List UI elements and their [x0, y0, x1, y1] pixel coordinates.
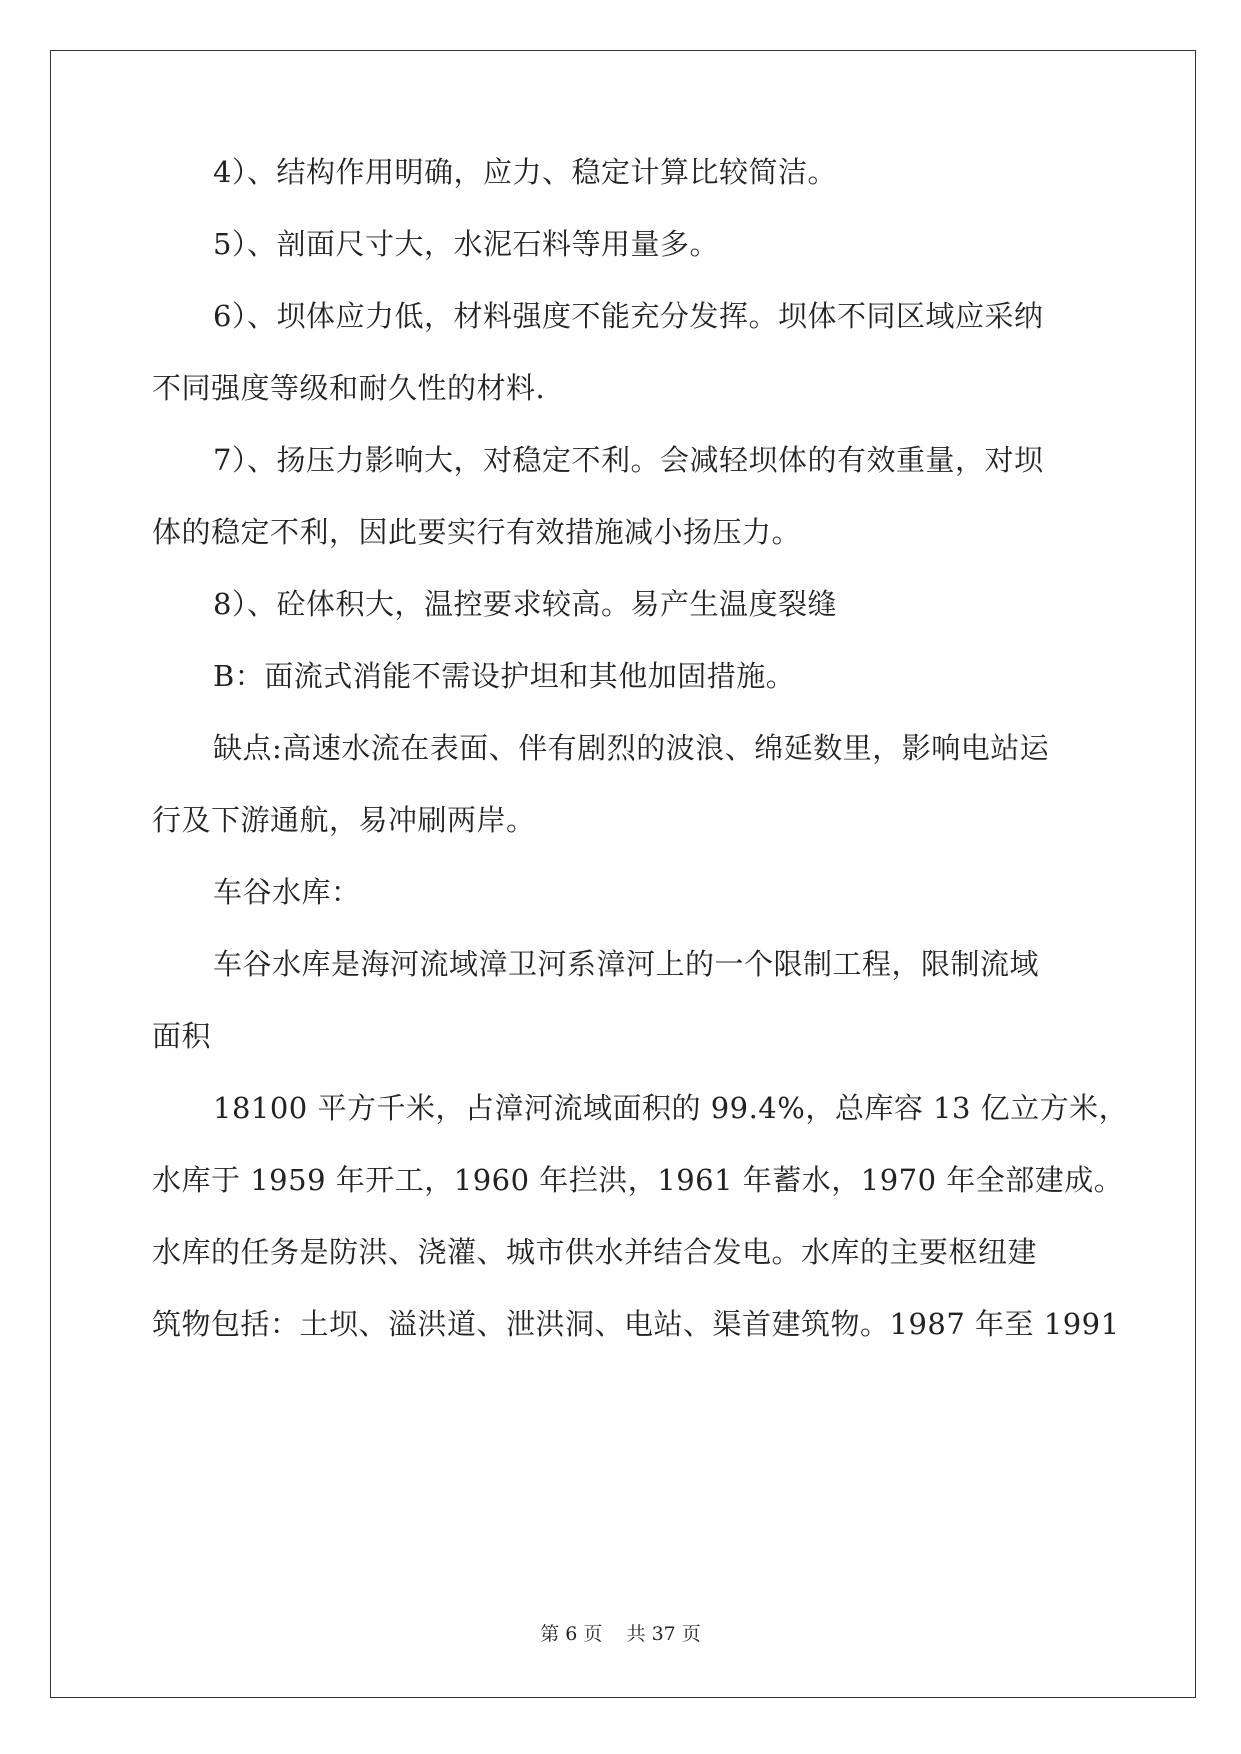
paragraph-8-line-1: 车谷水库： [213, 875, 361, 909]
paragraph-3-line-2: 不同强度等级和耐久性的材料. [152, 371, 546, 405]
paragraph-7-line-2: 行及下游通航，易冲刷两岸。 [152, 803, 536, 837]
paragraph-10-line-2: 水库于 1959 年开工，1960 年拦洪，1961 年蓄水，1970 年全部建成。 [152, 1163, 1124, 1197]
paragraph-5-line-1: 8）、砼体积大，温控要求较高。易产生温度裂缝 [213, 587, 837, 621]
paragraph-3-line-1: 6）、坝体应力低，材料强度不能充分发挥。坝体不同区域应采纳 [213, 299, 1044, 333]
paragraph-4-line-1: 7）、扬压力影响大，对稳定不利。会减轻坝体的有效重量，对坝 [213, 443, 1044, 477]
paragraph-10-line-4: 筑物包括：土坝、溢洪道、泄洪洞、电站、渠首建筑物。1987 年至 1991 [152, 1307, 1120, 1341]
paragraph-10-line-3: 水库的任务是防洪、浇灌、城市供水并结合发电。水库的主要枢纽建 [152, 1235, 1038, 1269]
paragraph-7-line-1: 缺点:高速水流在表面、伴有剧烈的波浪、绵延数里，影响电站运 [213, 731, 1050, 765]
paragraph-9-line-2: 面积 [152, 1019, 212, 1053]
page-footer [0, 1622, 1241, 1646]
paragraph-4-line-2: 体的稳定不利，因此要实行有效措施减小扬压力。 [152, 515, 802, 549]
paragraph-10-line-1: 18100 平方千米，占漳河流域面积的 99.4%，总库容 13 亿立方米， [213, 1091, 1129, 1125]
paragraph-1-line-1: 4）、结构作用明确，应力、稳定计算比较简洁。 [213, 155, 837, 189]
page-total: 共 37 页 [626, 1623, 701, 1645]
page-number: 第 6 页 [540, 1623, 603, 1645]
paragraph-6-line-1: B：面流式消能不需设护坦和其他加固措施。 [213, 659, 796, 693]
paragraph-9-line-1: 车谷水库是海河流域漳卫河系漳河上的一个限制工程，限制流域 [213, 947, 1040, 981]
paragraph-2-line-1: 5）、剖面尺寸大，水泥石料等用量多。 [213, 227, 719, 261]
